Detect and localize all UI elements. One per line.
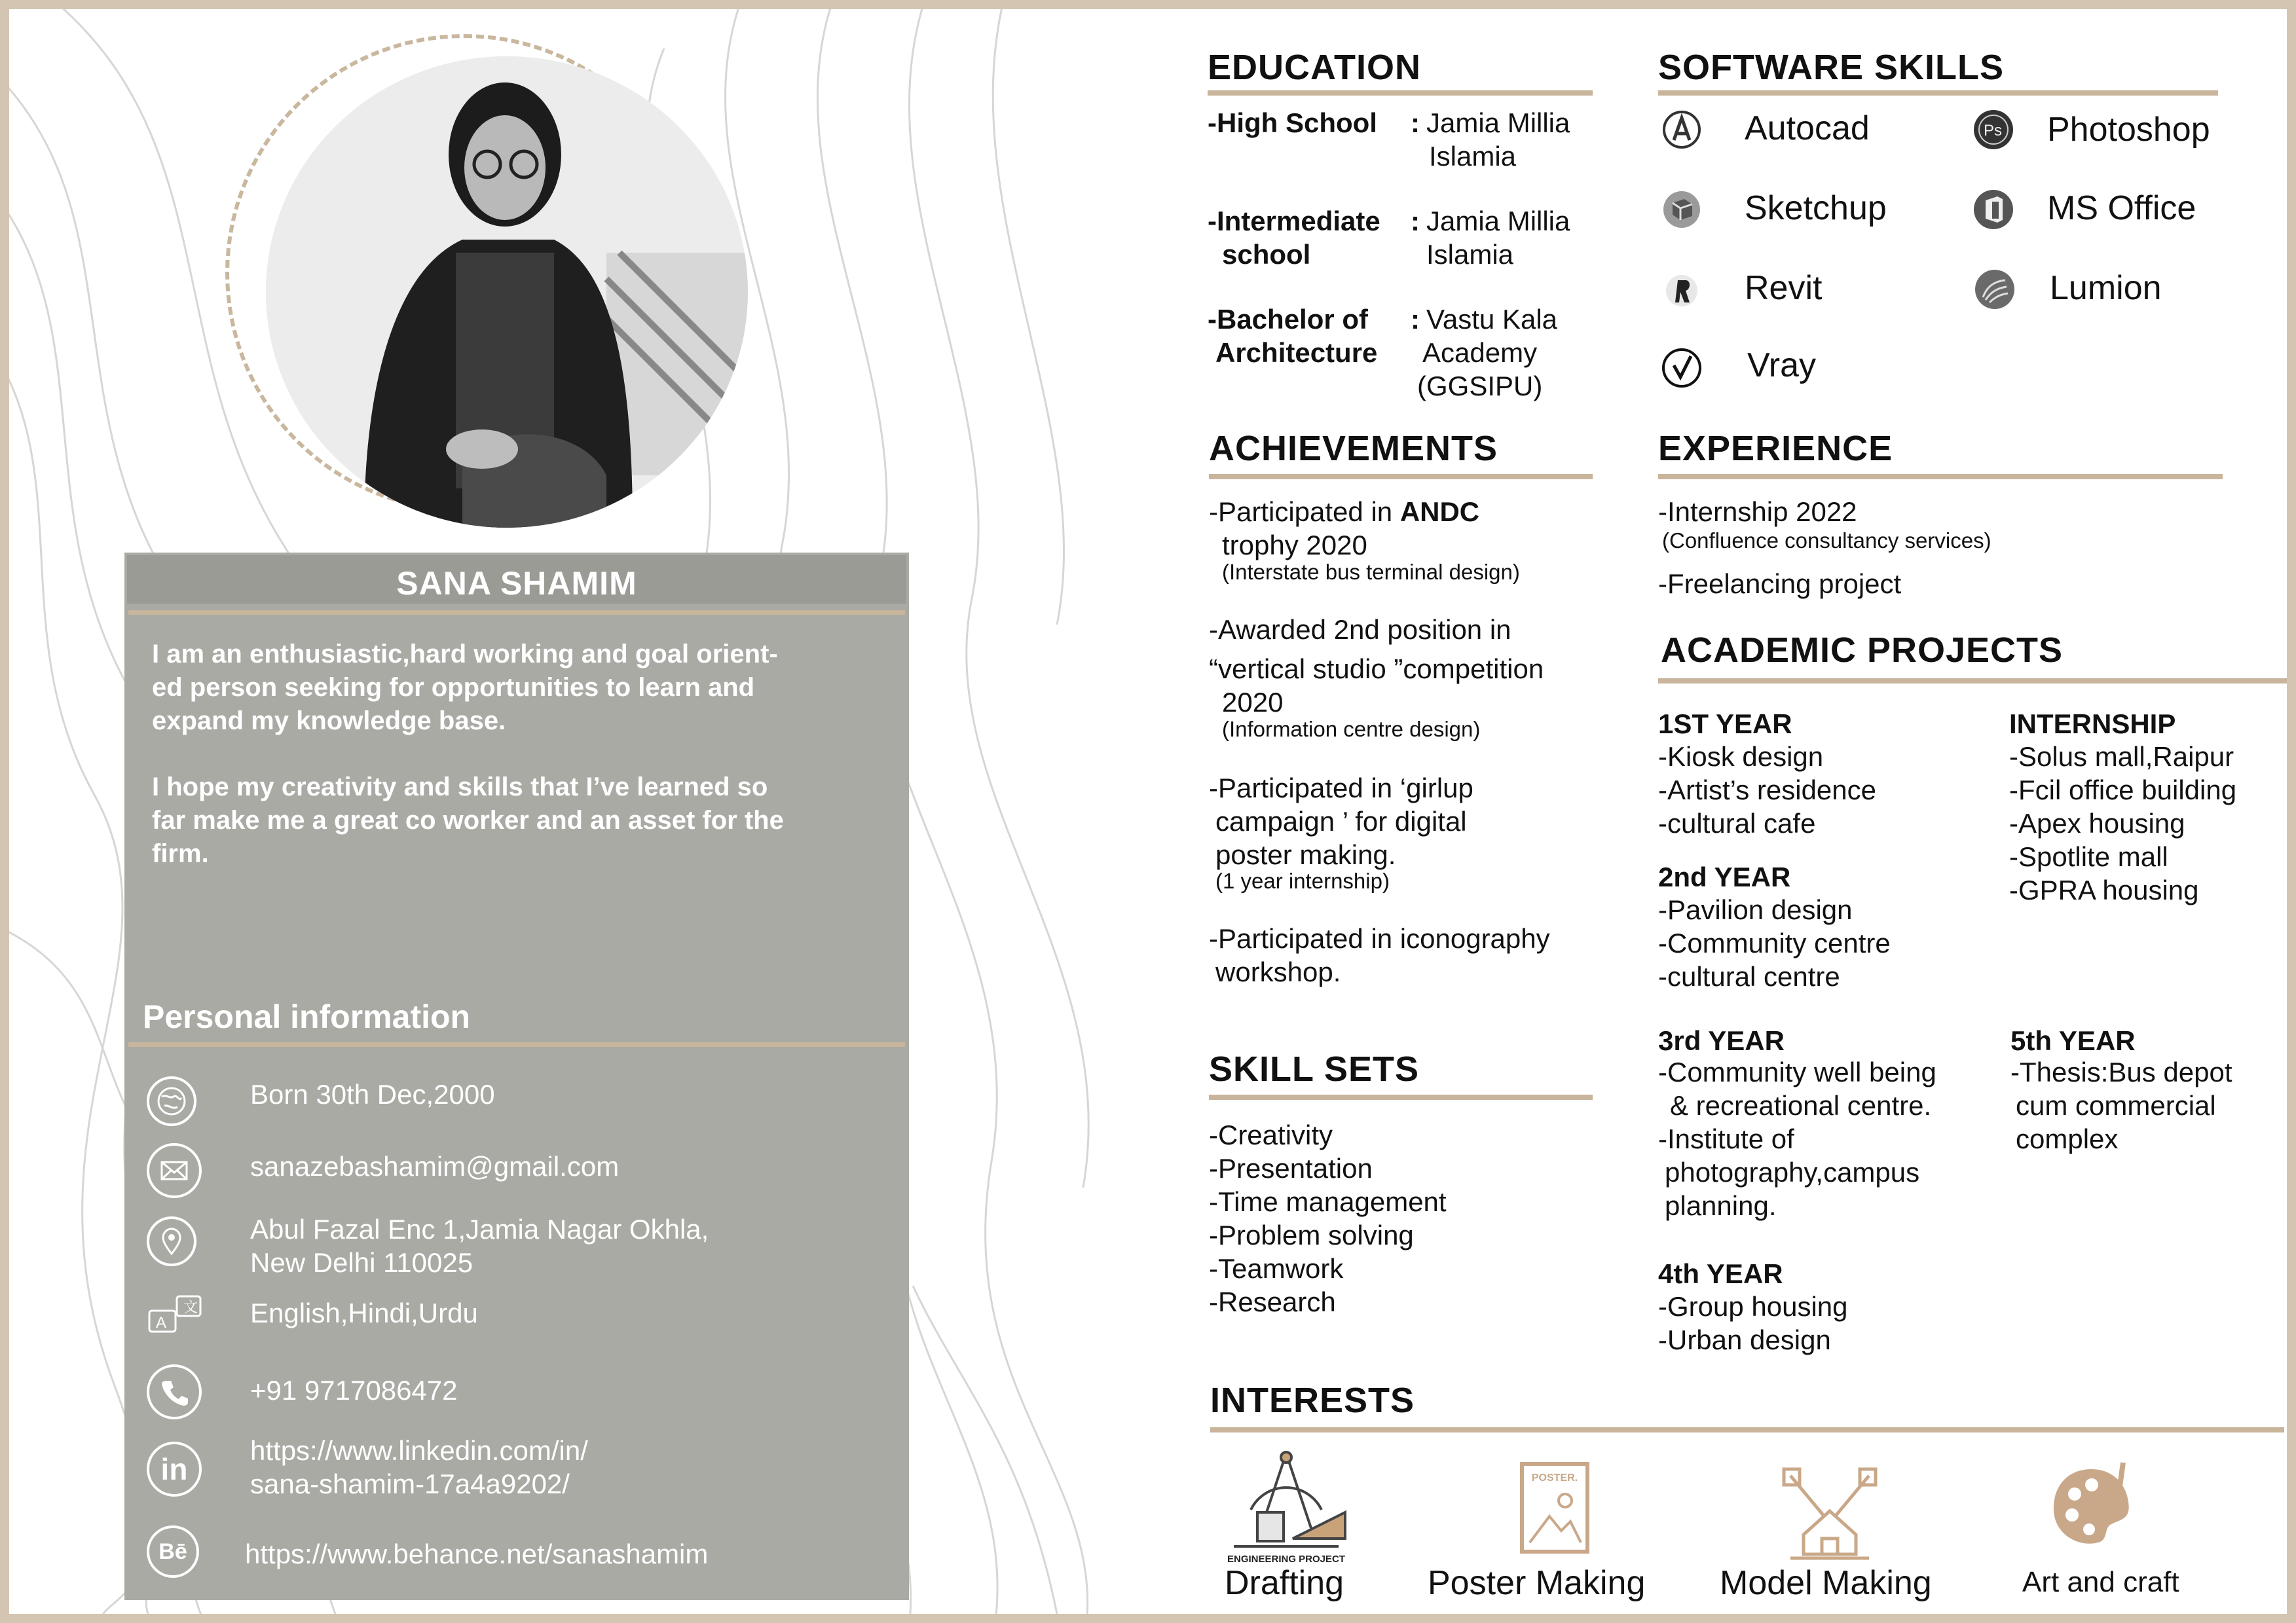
personal-info-title: Personal information [143, 998, 471, 1035]
poster-icon [1515, 1459, 1594, 1557]
resume-page: SANA SHAMIM I am an enthusiastic,hard working and goal orient- ed person seeking for opportunities to learn and expand my knowledge base. I hope my creativity and skills that I’ve learned so far make me a great co worker and an asset for the firm. Personal information Born 30th Dec,2000 sanazebashamim@gmail.com Abul Fazal Enc 1,Jamia Nagar Okhla, New Delhi 110025 A 文 English,Hindi,Urdu +91 9717086472 in https://www.linkedin.com/in/ sana-shamim-17a4a9202/ Bē https://www.behance.net/sanashamim EDUCATION -High School : Jamia Millia Islamia -Intermediate school : Jamia Millia Islamia -Bachelor of Architecture : Vastu Kala Academy (GGSIPU) SOFTWARE SKILLS Autocad Ps Photoshop Sketchup MS Office Revit Lumion Vray ACHIEVEMENTS -Participated in ANDC trophy 2020 (Interstate bus terminal design) -Awarded 2nd position in “vertical studio ”competition 2020 (Information centre design) -Participated in ‘girlup campaign ’ for digital poster making. (1 year internship) -Participated in iconography workshop. SKILL SETS -Creativity -Presentation -Time management -Problem solving -Teamwork -Research EXPERIENCE -Internship 2022 (Confluence consultancy services) -Freelancing project ACADEMIC PROJECTS 1ST YEAR -Kiosk design -Artist’s residence -cultural cafe INTERNSHIP -Solus mall,Raipur -Fcil office building -Apex housing -Spotlite mall -GPRA housing 2nd YEAR -Pavilion design -Community centre -cultural centre 3rd YEAR -Community well being & recreational centre. -Institute of photography,campus planning. 5th YEAR -Thesis:Bus depot cum commercial complex 4th YEAR -Group housing -Urban design INTERESTS ENGINEERING PROJECT Drafting POSTER. Poster Making Model Making Art and craft [9, 9, 2287, 1614]
software-sketchup: Sketchup [1745, 189, 1887, 227]
svg-text:Ps: Ps [1984, 122, 2003, 139]
location-pin-icon [147, 1216, 196, 1266]
interests-title: INTERESTS [1210, 1381, 1415, 1420]
experience-item: -Freelancing project [1658, 568, 1902, 599]
mail-icon [147, 1143, 202, 1198]
profile-bio [152, 638, 892, 903]
software-lumion: Lumion [2050, 269, 2162, 307]
linkedin-link[interactable]: https://www.linkedin.com/in/ [250, 1435, 588, 1466]
phone-icon [147, 1364, 202, 1419]
bio-paragraph-1: I am an enthusiastic,hard working and goal orient- ed person seeking for opportunities to learn and expand my knowledge base. [152, 640, 778, 735]
ms-office-icon [1972, 189, 2014, 230]
achievements-divider [1209, 474, 1593, 479]
globe-icon [147, 1076, 196, 1126]
behance-icon: Bē [147, 1525, 199, 1578]
achievements-title: ACHIEVEMENTS [1209, 429, 1498, 468]
profile-name: SANA SHAMIM [396, 565, 637, 602]
svg-text:A: A [156, 1314, 167, 1332]
vray-icon [1661, 347, 1703, 389]
sketchup-icon [1661, 189, 1703, 230]
model-making-icon [1777, 1463, 1882, 1561]
achievement-2: -Awarded 2nd position in [1209, 614, 1511, 645]
year-heading: INTERNSHIP [2009, 708, 2176, 739]
palette-icon [2046, 1456, 2138, 1554]
academic-projects-title: ACADEMIC PROJECTS [1661, 630, 2064, 670]
lumion-icon [1974, 268, 2016, 310]
software-skills-title: SOFTWARE SKILLS [1658, 48, 2004, 87]
behance-link[interactable]: https://www.behance.net/sanashamim [245, 1539, 709, 1569]
software-ms-office: MS Office [2047, 189, 2196, 227]
interest-drafting: Drafting [1225, 1564, 1344, 1602]
skill-sets-title: SKILL SETS [1209, 1049, 1420, 1089]
year-heading: 1ST YEAR [1658, 708, 1792, 739]
skill-item: -Time management [1209, 1186, 1447, 1217]
svg-text:ENGINEERING PROJECT: ENGINEERING PROJECT [1227, 1554, 1346, 1565]
education-title: EDUCATION [1208, 48, 1421, 87]
software-photoshop: Photoshop [2047, 111, 2210, 149]
linkedin-link-cont[interactable]: sana-shamim-17a4a9202/ [250, 1468, 570, 1499]
skill-item: -Presentation [1209, 1153, 1373, 1184]
software-autocad: Autocad [1745, 109, 1870, 147]
interest-poster-making: Poster Making [1428, 1564, 1646, 1602]
email-link[interactable]: sanazebashamim@gmail.com [250, 1151, 620, 1182]
interest-model-making: Model Making [1720, 1564, 1932, 1602]
year-heading: 4th YEAR [1658, 1258, 1783, 1289]
name-divider [128, 610, 905, 615]
achievement-4: -Participated in iconography [1209, 923, 1550, 954]
profile-photo [266, 56, 748, 528]
bio-paragraph-2: I hope my creativity and skills that I’ve learned so far make me a great co worker and an asset for the firm. [152, 773, 784, 868]
drafting-tools-icon [1214, 1447, 1358, 1565]
achievement-1: -Participated in ANDC [1209, 496, 1480, 527]
academic-projects-divider [1658, 678, 2287, 684]
interests-divider [1210, 1427, 2284, 1432]
skill-item: -Teamwork [1209, 1253, 1344, 1284]
svg-text:POSTER.: POSTER. [1531, 1472, 1578, 1484]
experience-title: EXPERIENCE [1658, 429, 1893, 468]
experience-divider [1658, 474, 2223, 479]
phone-link[interactable]: +91 9717086472 [250, 1375, 458, 1406]
achievement-3: -Participated in ‘girlup [1209, 773, 1473, 803]
year-heading: 2nd YEAR [1658, 862, 1791, 892]
autocad-icon [1661, 109, 1703, 151]
year-heading: 3rd YEAR [1658, 1025, 1785, 1056]
photoshop-icon [1972, 109, 2014, 151]
software-skills-divider [1658, 90, 2218, 96]
skill-item: -Problem solving [1209, 1220, 1414, 1250]
software-revit: Revit [1745, 269, 1823, 307]
interest-art-and-craft: Art and craft [2022, 1566, 2179, 1598]
svg-text:文: 文 [183, 1299, 198, 1315]
skill-sets-divider [1209, 1095, 1593, 1100]
revit-icon [1661, 270, 1703, 312]
software-vray: Vray [1747, 346, 1816, 384]
skill-item: -Research [1209, 1286, 1336, 1317]
experience-item: -Internship 2022 [1658, 496, 1857, 527]
year-heading: 5th YEAR [2010, 1025, 2136, 1056]
skill-item: -Creativity [1209, 1120, 1333, 1150]
education-divider [1208, 90, 1593, 96]
language-icon [147, 1292, 206, 1345]
linkedin-icon: in [147, 1442, 202, 1497]
personal-info-divider [128, 1042, 905, 1047]
